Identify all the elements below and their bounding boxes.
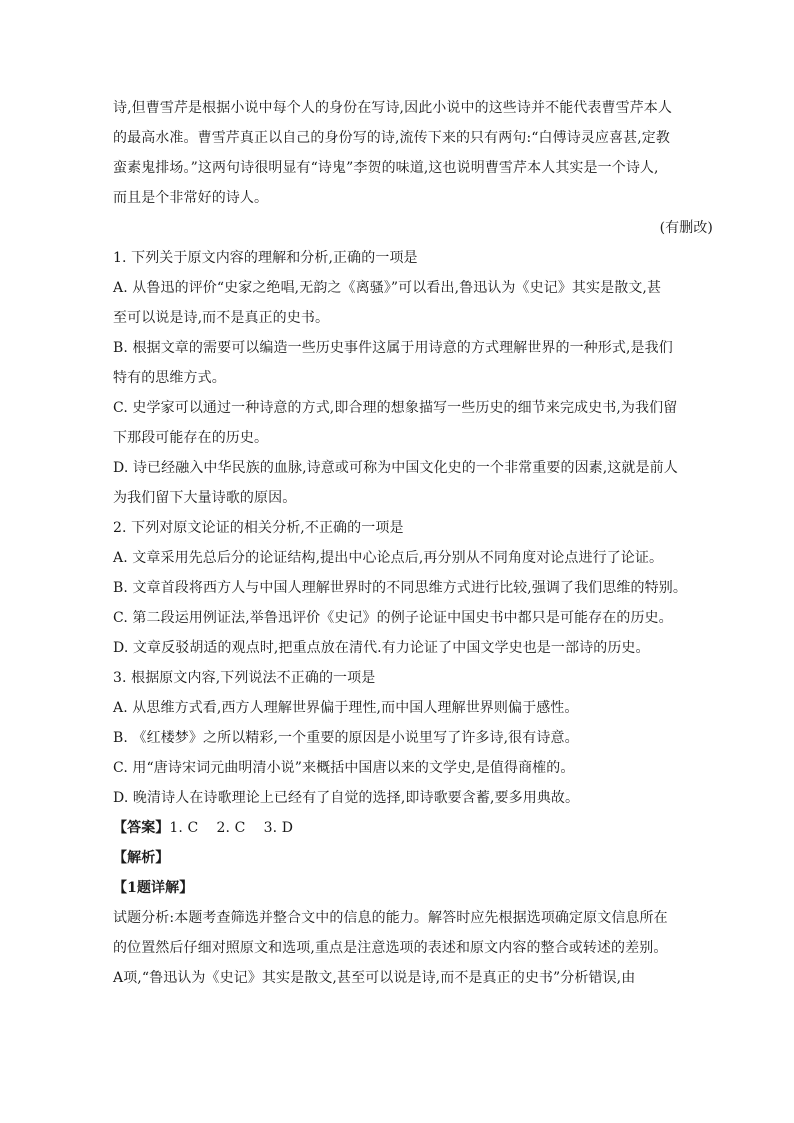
question-1	[113, 250, 713, 506]
option-line: B. 文章首段将西方人与中国人理解世界时的不同思维方式进行比较,强调了我们思维的特别。	[113, 580, 687, 596]
passage	[113, 100, 713, 236]
option-line: D. 晚清诗人在诗歌理论上已经有了自觉的选择,即诗歌要含蓄,要多用典故。	[113, 790, 580, 806]
question-2	[113, 520, 713, 656]
passage-line: 诗,但曹雪芹是根据小说中每个人的身份在写诗,因此小说中的这些诗并不能代表曹雪芹本人	[113, 100, 672, 116]
option-line: A. 文章采用先总后分的论证结构,提出中心论点后,再分别从不同角度对论点进行了论证。	[113, 550, 664, 566]
option-line: B. 《红楼梦》之所以精彩,一个重要的原因是小说里写了许多诗,很有诗意。	[113, 730, 579, 746]
passage-line: 而且是个非常好的诗人。	[113, 190, 269, 206]
option-line: A. 从思维方式看,西方人理解世界偏于理性,而中国人理解世界则偏于感性。	[113, 700, 579, 716]
option-line: 至可以说是诗,而不是真正的史书。	[113, 310, 330, 326]
question-3	[113, 670, 713, 806]
option-line: C. 史学家可以通过一种诗意的方式,即合理的想象描写一些历史的细节来完成史书,为我们留	[113, 400, 678, 416]
analysis-heading: 【解析】	[113, 850, 170, 866]
option-line: 为我们留下大量诗歌的原因。	[113, 490, 297, 506]
option-line: 下那段可能存在的历史。	[113, 430, 269, 446]
analysis-line: A项,“鲁迅认为《史记》其实是散文,甚至可以说是诗,而不是真正的史书”分析错误,由	[113, 970, 636, 986]
option-line: C. 第二段运用例证法,举鲁迅评价《史记》的例子论证中国史书中都只是可能存在的历史。	[113, 610, 673, 626]
analysis-sub-heading: 【1题详解】	[113, 880, 194, 896]
analysis-line: 试题分析:本题考查筛选并整合文中的信息的能力。解答时应先根据选项确定原文信息所在	[113, 910, 668, 926]
question-stem: 2. 下列对原文论证的相关分析,不正确的一项是	[113, 520, 404, 536]
edit-note: (有删改)	[659, 220, 713, 236]
question-stem: 3. 根据原文内容,下列说法不正确的一项是	[113, 670, 376, 686]
answer-line	[113, 820, 713, 836]
passage-line: 的最高水准。曹雪芹真正以自己的身份写的诗,流传下来的只有两句:“白傅诗灵应喜甚,定教	[113, 130, 670, 146]
option-line: A. 从鲁迅的评价“史家之绝唱,无韵之《离骚》”可以看出,鲁迅认为《史记》其实是散文,甚	[113, 280, 662, 296]
option-line: C. 用“唐诗宋词元曲明清小说”来概括中国唐以来的文学史,是值得商榷的。	[113, 760, 575, 776]
question-stem: 1. 下列关于原文内容的理解和分析,正确的一项是	[113, 250, 418, 266]
analysis-body	[113, 910, 713, 986]
document-page	[113, 100, 713, 986]
passage-line: 蛮素鬼排场。”这两句诗很明显有“诗鬼”李贺的味道,这也说明曹雪芹本人其实是一个诗人,	[113, 160, 659, 176]
answer-label: 【答案】	[113, 820, 170, 836]
option-line: D. 文章反驳胡适的观点时,把重点放在清代.有力论证了中国文学史也是一部诗的历史。	[113, 640, 650, 656]
analysis-line: 的位置然后仔细对照原文和选项,重点是注意选项的表述和原文内容的整合或转述的差别。	[113, 940, 668, 956]
option-line: B. 根据文章的需要可以编造一些历史事件这属于用诗意的方式理解世界的一种形式,是我们	[113, 340, 673, 356]
option-line: 特有的思维方式。	[113, 370, 226, 386]
answer-value: 1. C 2. C 3. D	[169, 820, 294, 836]
option-line: D. 诗已经融入中华民族的血脉,诗意或可称为中国文化史的一个非常重要的因素,这就是前人	[113, 460, 678, 476]
